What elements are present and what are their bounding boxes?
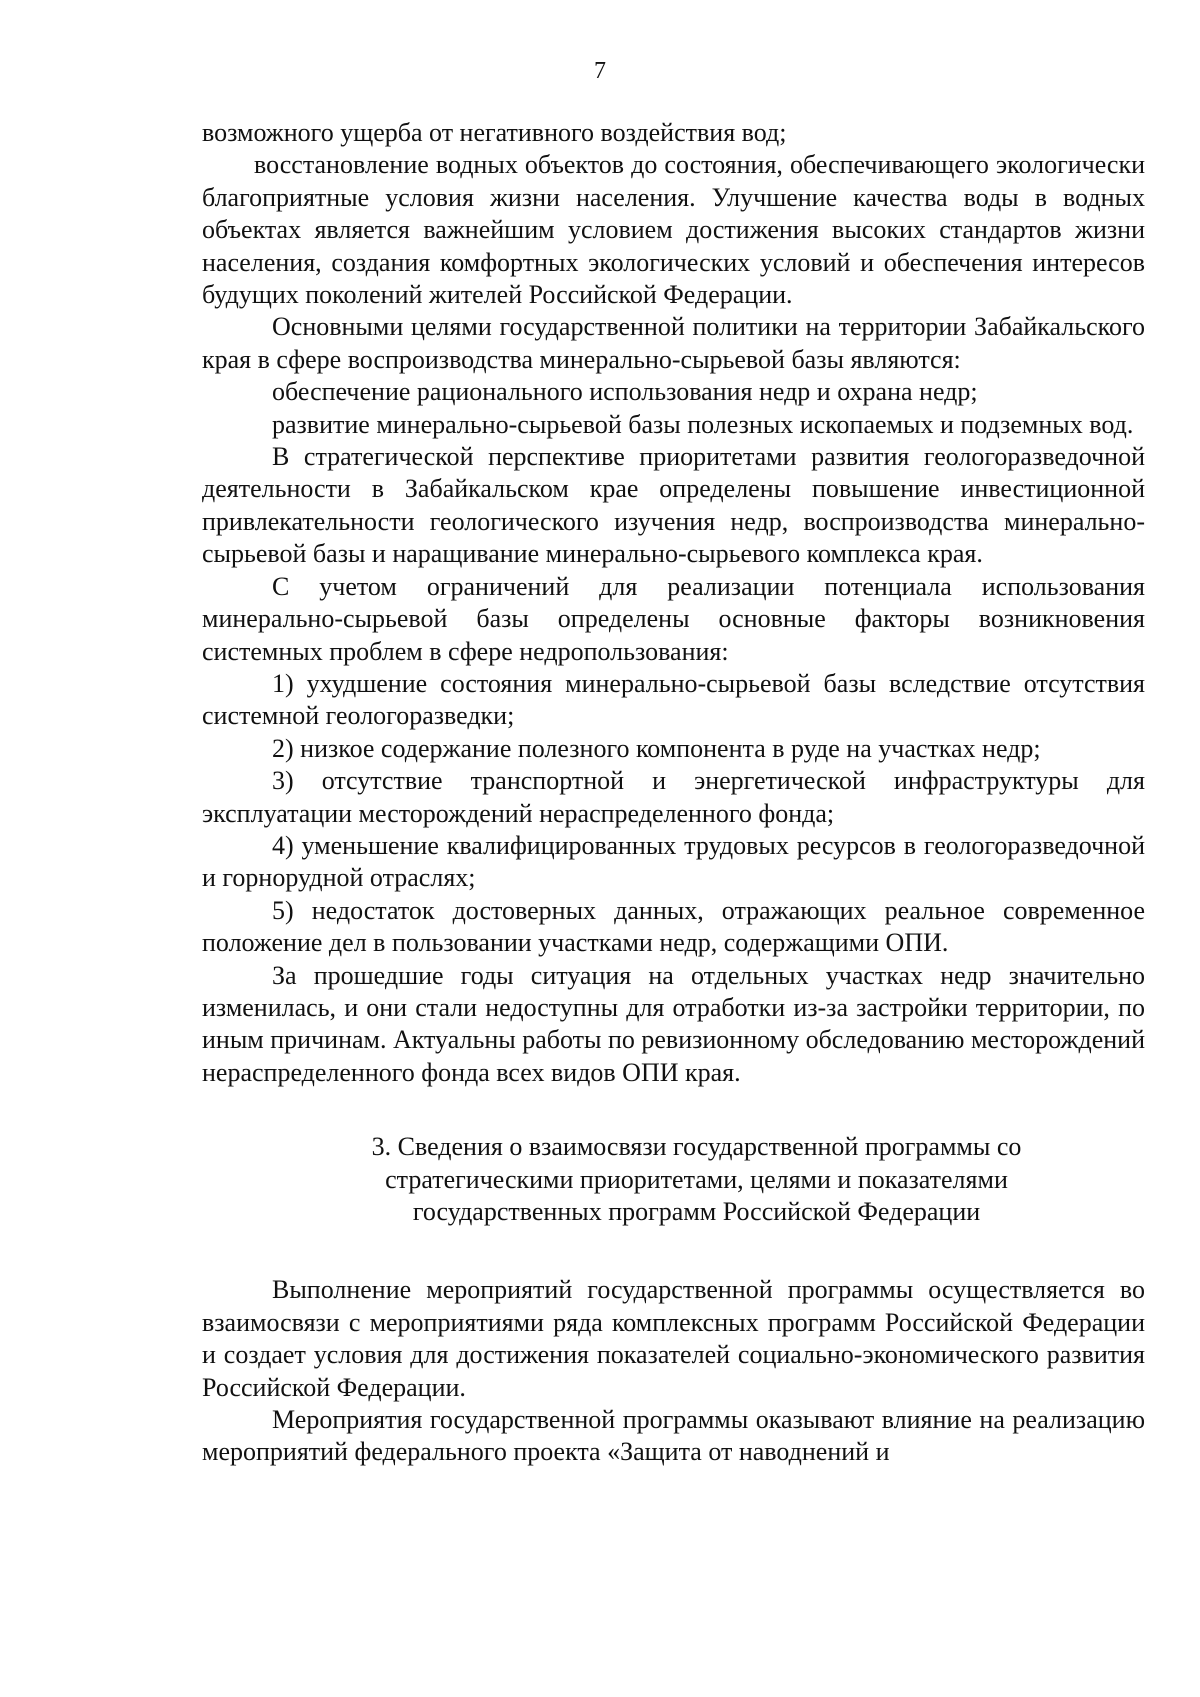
paragraph-mineral-base-development: развитие минерально-сырьевой базы полезных ископаемых и подземных вод. xyxy=(272,409,1134,439)
paragraph-systemic-problems: С учетом ограничений для реализации потенциала использования минерально-сырьевой базы определены основные факторы возникновения системных проблем в сфере недропользования: xyxy=(202,571,1145,666)
section-heading xyxy=(202,1131,1145,1228)
document-body xyxy=(202,117,1145,1469)
section-heading-line: государственных программ Российской Федерации xyxy=(412,1197,981,1226)
paragraph-program-implementation: Выполнение мероприятий государственной программы осуществляется во взаимосвязи с мероприятиями ряда комплексных программ Российской Федерации и создает условия для достижения показателей социально-экономического развития Российской Федерации. xyxy=(202,1275,1145,1402)
paragraph-federal-project-influence: Мероприятия государственной программы оказывают влияние на реализацию мероприятий федерального проекта «Защита от наводнений и xyxy=(202,1405,1145,1467)
page-number: 7 xyxy=(594,58,606,84)
list-item-problem-1: 1) ухудшение состояния минерально-сырьевой базы вследствие отсутствия системной геологоразведки; xyxy=(202,668,1145,731)
paragraph-situation-change: За прошедшие годы ситуация на отдельных участках недр значительно изменилась, и они стали недоступны для отработки из-за застройки территории, по иным причинам. Актуальны работы по ревизионному обследованию месторождений нераспределенного фонда всех видов ОПИ края. xyxy=(202,960,1145,1087)
paragraph-policy-goals: Основными целями государственной политики на территории Забайкальского края в сфере воспроизводства минерально-сырьевой базы являются: xyxy=(202,312,1145,374)
paragraph-subsoil-use: обеспечение рационального использования недр и охрана недр; xyxy=(272,377,978,407)
list-item-problem-2: 2) низкое содержание полезного компонента в руде на участках недр; xyxy=(272,733,1041,763)
paragraph-damage-continuation: возможного ущерба от негативного воздействия вод; xyxy=(202,118,787,147)
paragraph-water-restoration: восстановление водных объектов до состояния, обеспечивающего экологически благоприятные условия жизни населения. Улучшение качества воды в водных объектах является важнейшим условием достижения высоких стандартов жизни населения, создания комфортных экологических условий и обеспечения интересов будущих поколений жителей Российской Федерации. xyxy=(202,150,1145,310)
list-item-problem-5: 5) недостаток достоверных данных, отражающих реальное современное положение дел в пользовании участками недр, содержащими ОПИ. xyxy=(202,895,1145,958)
paragraph-strategic-priorities: В стратегической перспективе приоритетами развития геологоразведочной деятельности в Забайкальском крае определены повышение инвестиционной привлекательности геологического изучения недр, воспроизводства минерально-сырьевой базы и наращивание минерально-сырьевого комплекса края. xyxy=(202,442,1145,569)
list-item-problem-4: 4) уменьшение квалифицированных трудовых ресурсов в геологоразведочной и горнорудной отраслях; xyxy=(202,830,1145,893)
section-heading-line: стратегическими приоритетами, целями и показателями xyxy=(385,1164,1008,1194)
section-heading-line: 3. Сведения о взаимосвязи государственной программы со xyxy=(371,1132,1022,1162)
list-item-problem-3: 3) отсутствие транспортной и энергетической инфраструктуры для эксплуатации месторождений нераспределенного фонда; xyxy=(202,766,1145,828)
